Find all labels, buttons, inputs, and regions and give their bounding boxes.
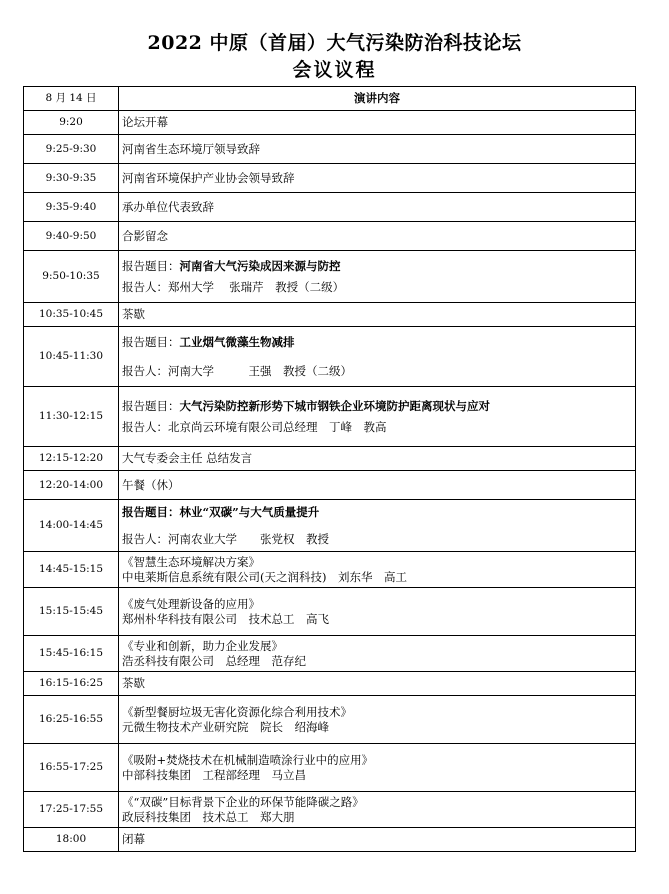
header-content: 演讲内容 (119, 87, 636, 111)
header-date: 8 月 14 日 (24, 87, 119, 111)
table-row (24, 164, 636, 193)
table-header-row (24, 87, 636, 111)
row-content: 河南省生态环境厅领导致辞 (119, 135, 636, 164)
row-time: 9:25-9:30 (24, 135, 119, 164)
row-time: 15:45-16:15 (24, 636, 119, 672)
row-time: 14:45-15:15 (24, 552, 119, 588)
row-content: 合影留念 (119, 222, 636, 251)
agenda-table (23, 86, 636, 852)
speaker: 浩丞科技有限公司 总经理 范存纪 (122, 653, 306, 668)
row-content: 闭幕 (119, 828, 636, 852)
row-time: 12:15-12:20 (24, 447, 119, 471)
table-row (24, 552, 636, 588)
speaker: 元微生物技术产业研究院 院长 绍海峰 (122, 719, 329, 734)
report-title-label: 报告题目： (122, 398, 180, 413)
report-title: 报告题目：林业“双碳”与大气质量提升 (122, 504, 320, 519)
row-time: 11:30-12:15 (24, 387, 119, 447)
row-content (119, 696, 636, 744)
row-content: 承办单位代表致辞 (119, 193, 636, 222)
row-time: 9:30-9:35 (24, 164, 119, 193)
row-content: 茶歇 (119, 672, 636, 696)
speaker: 中电莱斯信息系统有限公司(天之润科技) 刘东华 高工 (122, 569, 407, 584)
table-row (24, 135, 636, 164)
page-subtitle: 会议议程 (292, 59, 377, 81)
talk-title: 《废气处理新设备的应用》 (122, 596, 260, 611)
table-row (24, 744, 636, 792)
row-time: 9:35-9:40 (24, 193, 119, 222)
row-content (119, 792, 636, 828)
row-time: 16:25-16:55 (24, 696, 119, 744)
speaker: 中部科技集团 工程部经理 马立昌 (122, 767, 306, 782)
table-row (24, 792, 636, 828)
table-row (24, 327, 636, 387)
talk-title: 《吸附+焚烧技术在机械制造喷涂行业中的应用》 (122, 752, 374, 767)
row-time: 9:20 (24, 111, 119, 135)
row-time: 17:25-17:55 (24, 792, 119, 828)
report-title-label: 报告题目： (122, 258, 180, 273)
row-time: 12:20-14:00 (24, 471, 119, 500)
table-row (24, 222, 636, 251)
report-title: 大气污染防控新形势下城市钢铁企业环境防护距离现状与应对 (179, 398, 490, 413)
row-content (119, 552, 636, 588)
row-time: 10:35-10:45 (24, 303, 119, 327)
reporter: 报告人：郑州大学 张瑞芹 教授（二级） (122, 279, 345, 294)
table-row (24, 387, 636, 447)
row-time: 16:15-16:25 (24, 672, 119, 696)
table-row (24, 251, 636, 303)
talk-title: 《“双碳”目标背景下企业的环保节能降碳之路》 (122, 794, 364, 809)
report-title: 工业烟气微藻生物减排 (179, 334, 295, 349)
talk-title: 《专业和创新，助力企业发展》 (122, 638, 283, 653)
row-content: 茶歇 (119, 303, 636, 327)
row-time: 14:00-14:45 (24, 500, 119, 552)
table-row (24, 636, 636, 672)
speaker: 郑州朴华科技有限公司 技术总工 高飞 (122, 611, 329, 626)
table-row (24, 471, 636, 500)
row-content (119, 500, 636, 552)
row-time: 9:40-9:50 (24, 222, 119, 251)
talk-title: 《智慧生态环境解决方案》 (122, 554, 260, 569)
row-content (119, 636, 636, 672)
report-title: 河南省大气污染成因来源与防控 (179, 258, 341, 273)
table-row (24, 111, 636, 135)
reporter: 报告人：河南农业大学 张党权 教授 (122, 531, 329, 546)
report-title-label: 报告题目： (122, 334, 180, 349)
row-content (119, 588, 636, 636)
table-row (24, 193, 636, 222)
speaker: 政辰科技集团 技术总工 郑大朋 (122, 809, 295, 824)
row-time: 15:15-15:45 (24, 588, 119, 636)
row-content (119, 744, 636, 792)
table-row (24, 447, 636, 471)
row-content: 论坛开幕 (119, 111, 636, 135)
row-content: 大气专委会主任 总结发言 (119, 447, 636, 471)
table-row (24, 696, 636, 744)
row-content (119, 251, 636, 303)
table-row (24, 588, 636, 636)
row-time: 18:00 (24, 828, 119, 852)
table-row (24, 672, 636, 696)
row-time: 10:45-11:30 (24, 327, 119, 387)
row-content (119, 327, 636, 387)
row-content: 河南省环境保护产业协会领导致辞 (119, 164, 636, 193)
table-row (24, 500, 636, 552)
reporter: 报告人：北京尚云环境有限公司总经理 丁峰 教高 (122, 419, 387, 434)
row-content (119, 387, 636, 447)
reporter: 报告人：河南大学 王强 教授（二级） (122, 363, 352, 378)
row-content: 午餐（休） (119, 471, 636, 500)
row-time: 16:55-17:25 (24, 744, 119, 792)
table-row (24, 828, 636, 852)
page-title: 2022 中原（首届）大气污染防治科技论坛 (147, 32, 522, 54)
row-time: 9:50-10:35 (24, 251, 119, 303)
talk-title: 《新型餐厨垃圾无害化资源化综合利用技术》 (122, 704, 352, 719)
table-row (24, 303, 636, 327)
